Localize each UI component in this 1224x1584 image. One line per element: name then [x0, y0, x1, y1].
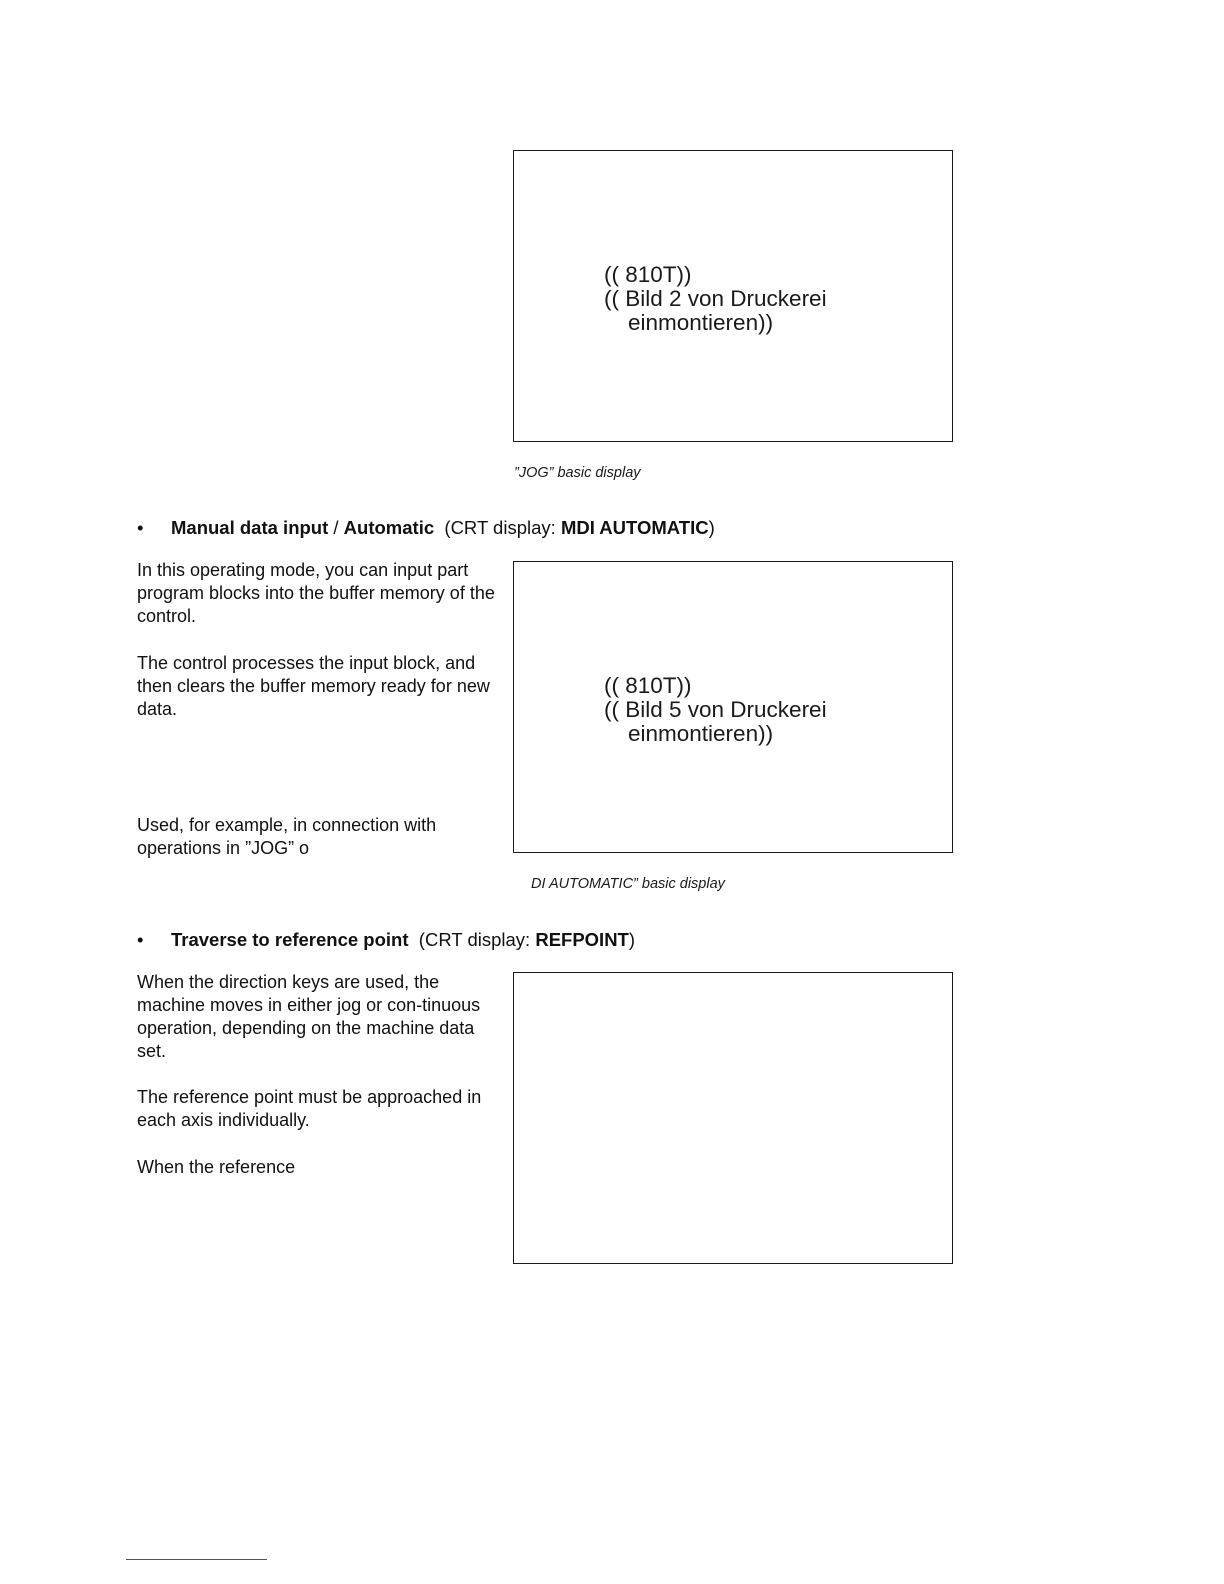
- heading-separator: /: [328, 517, 344, 538]
- placeholder-line: (( Bild 5 von Druckerei: [604, 697, 827, 722]
- heading-title-2: Automatic: [343, 517, 435, 538]
- paragraph: Used, for example, in connection with operations in ”JOG” o: [137, 815, 437, 858]
- paragraph: The reference point must be approached in each axis individually.: [137, 1087, 482, 1130]
- bullet: •: [137, 517, 144, 538]
- crt-prefix: (CRT display:: [418, 929, 536, 950]
- crt-suffix: ): [628, 929, 636, 950]
- placeholder-line: (( Bild 2 von Druckerei: [604, 286, 827, 311]
- figure-placeholder-text: [604, 263, 827, 335]
- placeholder-line: (( 810T)): [604, 262, 692, 287]
- paragraph: The control processes the input block, and then clears the buffer memory ready for new data.: [137, 653, 490, 719]
- footnote-separator: [126, 1559, 267, 1560]
- crt-suffix: ): [708, 517, 715, 538]
- crt-value: MDI AUTOMATIC: [560, 517, 709, 538]
- figure-jog-display: [513, 150, 953, 442]
- figure-placeholder-text: [604, 674, 827, 746]
- paragraph: In this operating mode, you can input part program blocks into the buffer memory of the control.: [137, 560, 495, 626]
- paragraph: When the direction keys are used, the machine moves in either jog or con-tinuous operation, depending on the machine data set.: [137, 972, 481, 1061]
- section-heading-refpoint: [137, 929, 635, 951]
- figure-refpoint-display: [513, 972, 953, 1264]
- figure-mdi-display: [513, 561, 953, 853]
- figure-caption: DI AUTOMATIC” basic display: [531, 876, 725, 892]
- section-heading-mdi: [137, 517, 715, 539]
- placeholder-line: einmontieren)): [628, 721, 774, 746]
- crt-prefix: (CRT display:: [444, 517, 561, 538]
- placeholder-line: (( 810T)): [604, 673, 692, 698]
- paragraph: When the reference: [137, 1157, 296, 1177]
- crt-value: REFPOINT: [535, 929, 629, 950]
- heading-title: Traverse to reference point: [171, 929, 409, 950]
- placeholder-line: einmontieren)): [628, 310, 774, 335]
- heading-title: Manual data input: [171, 517, 329, 538]
- figure-caption: ”JOG” basic display: [514, 465, 641, 481]
- bullet: •: [137, 929, 144, 950]
